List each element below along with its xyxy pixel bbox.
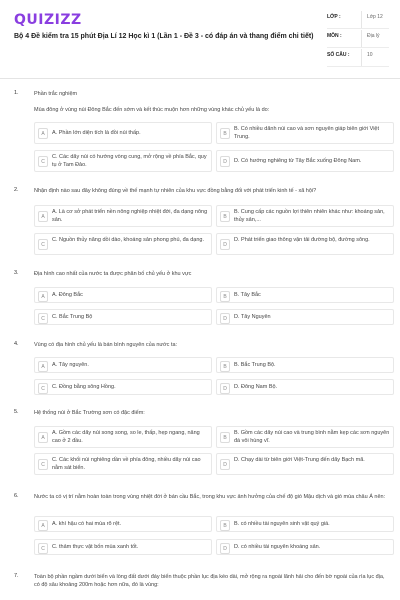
- option-text: C. Các dãy núi có hướng vòng cung, mở rộng về phía Bắc, quy tụ ở Tam Đảo.: [52, 154, 207, 168]
- option-letter: A: [38, 520, 48, 531]
- meta-value: 10: [367, 52, 373, 58]
- option-b[interactable]: [216, 122, 394, 144]
- question-text: Nhận định nào sau đây không đúng về thế mạnh tự nhiên của khu vực đồng bằng đối với phát triển kinh tế - xã hội?: [34, 188, 317, 194]
- meta-row-count: [327, 48, 389, 67]
- meta-panel: [327, 10, 389, 67]
- question-text: Hệ thống núi ở Bắc Trường sơn có đặc điểm:: [34, 410, 145, 416]
- option-d[interactable]: [216, 539, 394, 555]
- meta-value: Địa lý: [367, 33, 380, 39]
- option-letter: A: [38, 128, 48, 139]
- option-letter: B: [220, 361, 230, 372]
- option-a[interactable]: [34, 205, 212, 227]
- option-text: B. Tây Bắc: [234, 292, 261, 298]
- option-letter: D: [220, 383, 230, 394]
- option-d[interactable]: [216, 453, 394, 475]
- meta-label: LỚP :: [327, 14, 341, 20]
- option-text: C. Đồng bằng sông Hồng.: [52, 384, 116, 390]
- option-letter: C: [38, 459, 48, 470]
- option-text: A. Là cơ sở phát triển nền nông nghiệp nhiệt đới, đa dạng nông sản.: [52, 209, 208, 223]
- question-text: Địa hình cao nhất của nước ta được phân bố chủ yếu ở khu vực: [34, 271, 192, 277]
- option-text: D. Chạy dài từ biên giới Việt-Trung đến dãy Bạch mã.: [234, 457, 365, 463]
- option-b[interactable]: [216, 287, 394, 303]
- option-a[interactable]: [34, 426, 212, 448]
- option-text: A. khí hậu có hai mùa rõ rệt.: [52, 521, 122, 527]
- question-number: 1.: [14, 90, 19, 96]
- option-c[interactable]: [34, 379, 212, 395]
- option-c[interactable]: [34, 150, 212, 172]
- meta-row-class: [327, 10, 389, 29]
- header-divider: [0, 78, 400, 79]
- option-b[interactable]: [216, 357, 394, 373]
- option-letter: A: [38, 432, 48, 443]
- meta-divider: [361, 11, 362, 28]
- question-number: 3.: [14, 270, 19, 276]
- option-b[interactable]: [216, 426, 394, 448]
- option-letter: B: [220, 128, 230, 139]
- option-c[interactable]: [34, 233, 212, 255]
- option-letter: A: [38, 361, 48, 372]
- option-letter: D: [220, 313, 230, 324]
- option-letter: B: [220, 432, 230, 443]
- option-letter: C: [38, 383, 48, 394]
- option-letter: C: [38, 543, 48, 554]
- option-text: B. Gồm các dãy núi cao và trung bình nằm kẹp các sơn nguyên đá vôi hùng vĩ.: [234, 430, 390, 444]
- question-text: Nước ta có vị trí nằm hoàn toàn trong vùng nhiệt đới ở bán cầu Bắc, trong khu vực ảnh hưởng của chế độ gió Mậu dịch và gió mùa châu Á nên:: [34, 494, 386, 500]
- question-number: 2.: [14, 187, 19, 193]
- option-letter: A: [38, 291, 48, 302]
- option-text: B. Cung cấp các nguồn lợi thiên nhiên khác như: khoáng sản, thủy sản,...: [234, 209, 385, 223]
- question-text: Vùng có địa hình chủ yếu là bán bình nguyên của nước ta:: [34, 342, 178, 348]
- question-text: Phần trắc nghiệm Mùa đông ở vùng núi Đông Bắc đến sớm và kết thúc muộn hơn những vùng khác chủ yếu là do:: [34, 91, 270, 113]
- option-text: A. Đông Bắc: [52, 292, 83, 298]
- option-d[interactable]: [216, 233, 394, 255]
- meta-label: MÔN :: [327, 33, 342, 39]
- option-letter: B: [220, 520, 230, 531]
- option-letter: D: [220, 156, 230, 167]
- option-text: D. Có hướng nghiêng từ Tây Bắc xuống Đông Nam.: [234, 158, 362, 164]
- question-number: 5.: [14, 409, 19, 415]
- option-letter: D: [220, 459, 230, 470]
- question-number: 7.: [14, 573, 19, 579]
- meta-divider: [361, 30, 362, 47]
- option-letter: C: [38, 239, 48, 250]
- meta-divider: [361, 49, 362, 66]
- option-d[interactable]: [216, 150, 394, 172]
- option-text: B. có nhiều tài nguyên sinh vật quý giá.: [234, 521, 330, 527]
- option-c[interactable]: [34, 453, 212, 475]
- question-number: 4.: [14, 341, 19, 347]
- option-letter: D: [220, 543, 230, 554]
- worksheet-title: Bộ 4 Đề kiểm tra 15 phút Địa Lí 12 Học kì 1 (Lần 1 - Đề 3 - có đáp án và thang điểm chi tiết): [14, 33, 314, 40]
- option-text: A. Gồm các dãy núi song song, so le, thấp, hẹp ngang, nâng cao ở 2 đầu.: [52, 430, 200, 444]
- quizizz-logo: QUIZIZZ: [14, 12, 82, 28]
- option-letter: B: [220, 291, 230, 302]
- option-text: A. Phần lớn diện tích là đồi núi thấp.: [52, 130, 141, 136]
- option-c[interactable]: [34, 309, 212, 325]
- option-text: D. Tây Nguyên: [234, 314, 271, 320]
- question-text: Toàn bộ phần ngầm dưới biển và lòng đất dưới đáy biển thuộc phần lục địa kéo dài, mở rộng ra ngoài lãnh hải cho đến bờ ngoài của rìa lục địa, có độ sâu khoảng 200m hoặc hơn nữa, đó là vùng:: [34, 574, 385, 588]
- option-a[interactable]: [34, 357, 212, 373]
- option-text: A. Tây nguyên.: [52, 362, 89, 368]
- option-letter: A: [38, 211, 48, 222]
- option-letter: D: [220, 239, 230, 250]
- question-number: 6.: [14, 493, 19, 499]
- meta-label: SỐ CÂU :: [327, 52, 350, 58]
- option-d[interactable]: [216, 379, 394, 395]
- option-text: D. có nhiều tài nguyên khoáng sản.: [234, 544, 321, 550]
- option-text: D. Phát triển giao thông vận tải đường bộ, đường sông.: [234, 237, 370, 243]
- option-b[interactable]: [216, 205, 394, 227]
- option-a[interactable]: [34, 287, 212, 303]
- option-letter: B: [220, 211, 230, 222]
- option-letter: C: [38, 313, 48, 324]
- option-text: C. Nguồn thủy năng dồi dào, khoáng sản phong phú, đa dạng.: [52, 237, 204, 243]
- option-text: C. Các khối núi nghiêng dần về phía đông, nhiều dãy núi cao nằm sát biển.: [52, 457, 201, 471]
- option-text: B. Có nhiều dãnh núi cao và sơn nguyên giáp biên giới Việt Trung.: [234, 126, 380, 140]
- option-text: D. Đông Nam Bộ.: [234, 384, 278, 390]
- option-a[interactable]: [34, 516, 212, 532]
- option-text: C. thảm thực vật bốn mùa xanh tốt.: [52, 544, 139, 550]
- worksheet-header: [0, 0, 400, 78]
- option-b[interactable]: [216, 516, 394, 532]
- option-text: B. Bắc Trung Bộ.: [234, 362, 276, 368]
- meta-row-subject: [327, 29, 389, 48]
- option-letter: C: [38, 156, 48, 167]
- option-d[interactable]: [216, 309, 394, 325]
- option-text: C. Bắc Trung Bộ: [52, 314, 93, 320]
- option-c[interactable]: [34, 539, 212, 555]
- option-a[interactable]: [34, 122, 212, 144]
- meta-value: Lớp 12: [367, 14, 383, 20]
